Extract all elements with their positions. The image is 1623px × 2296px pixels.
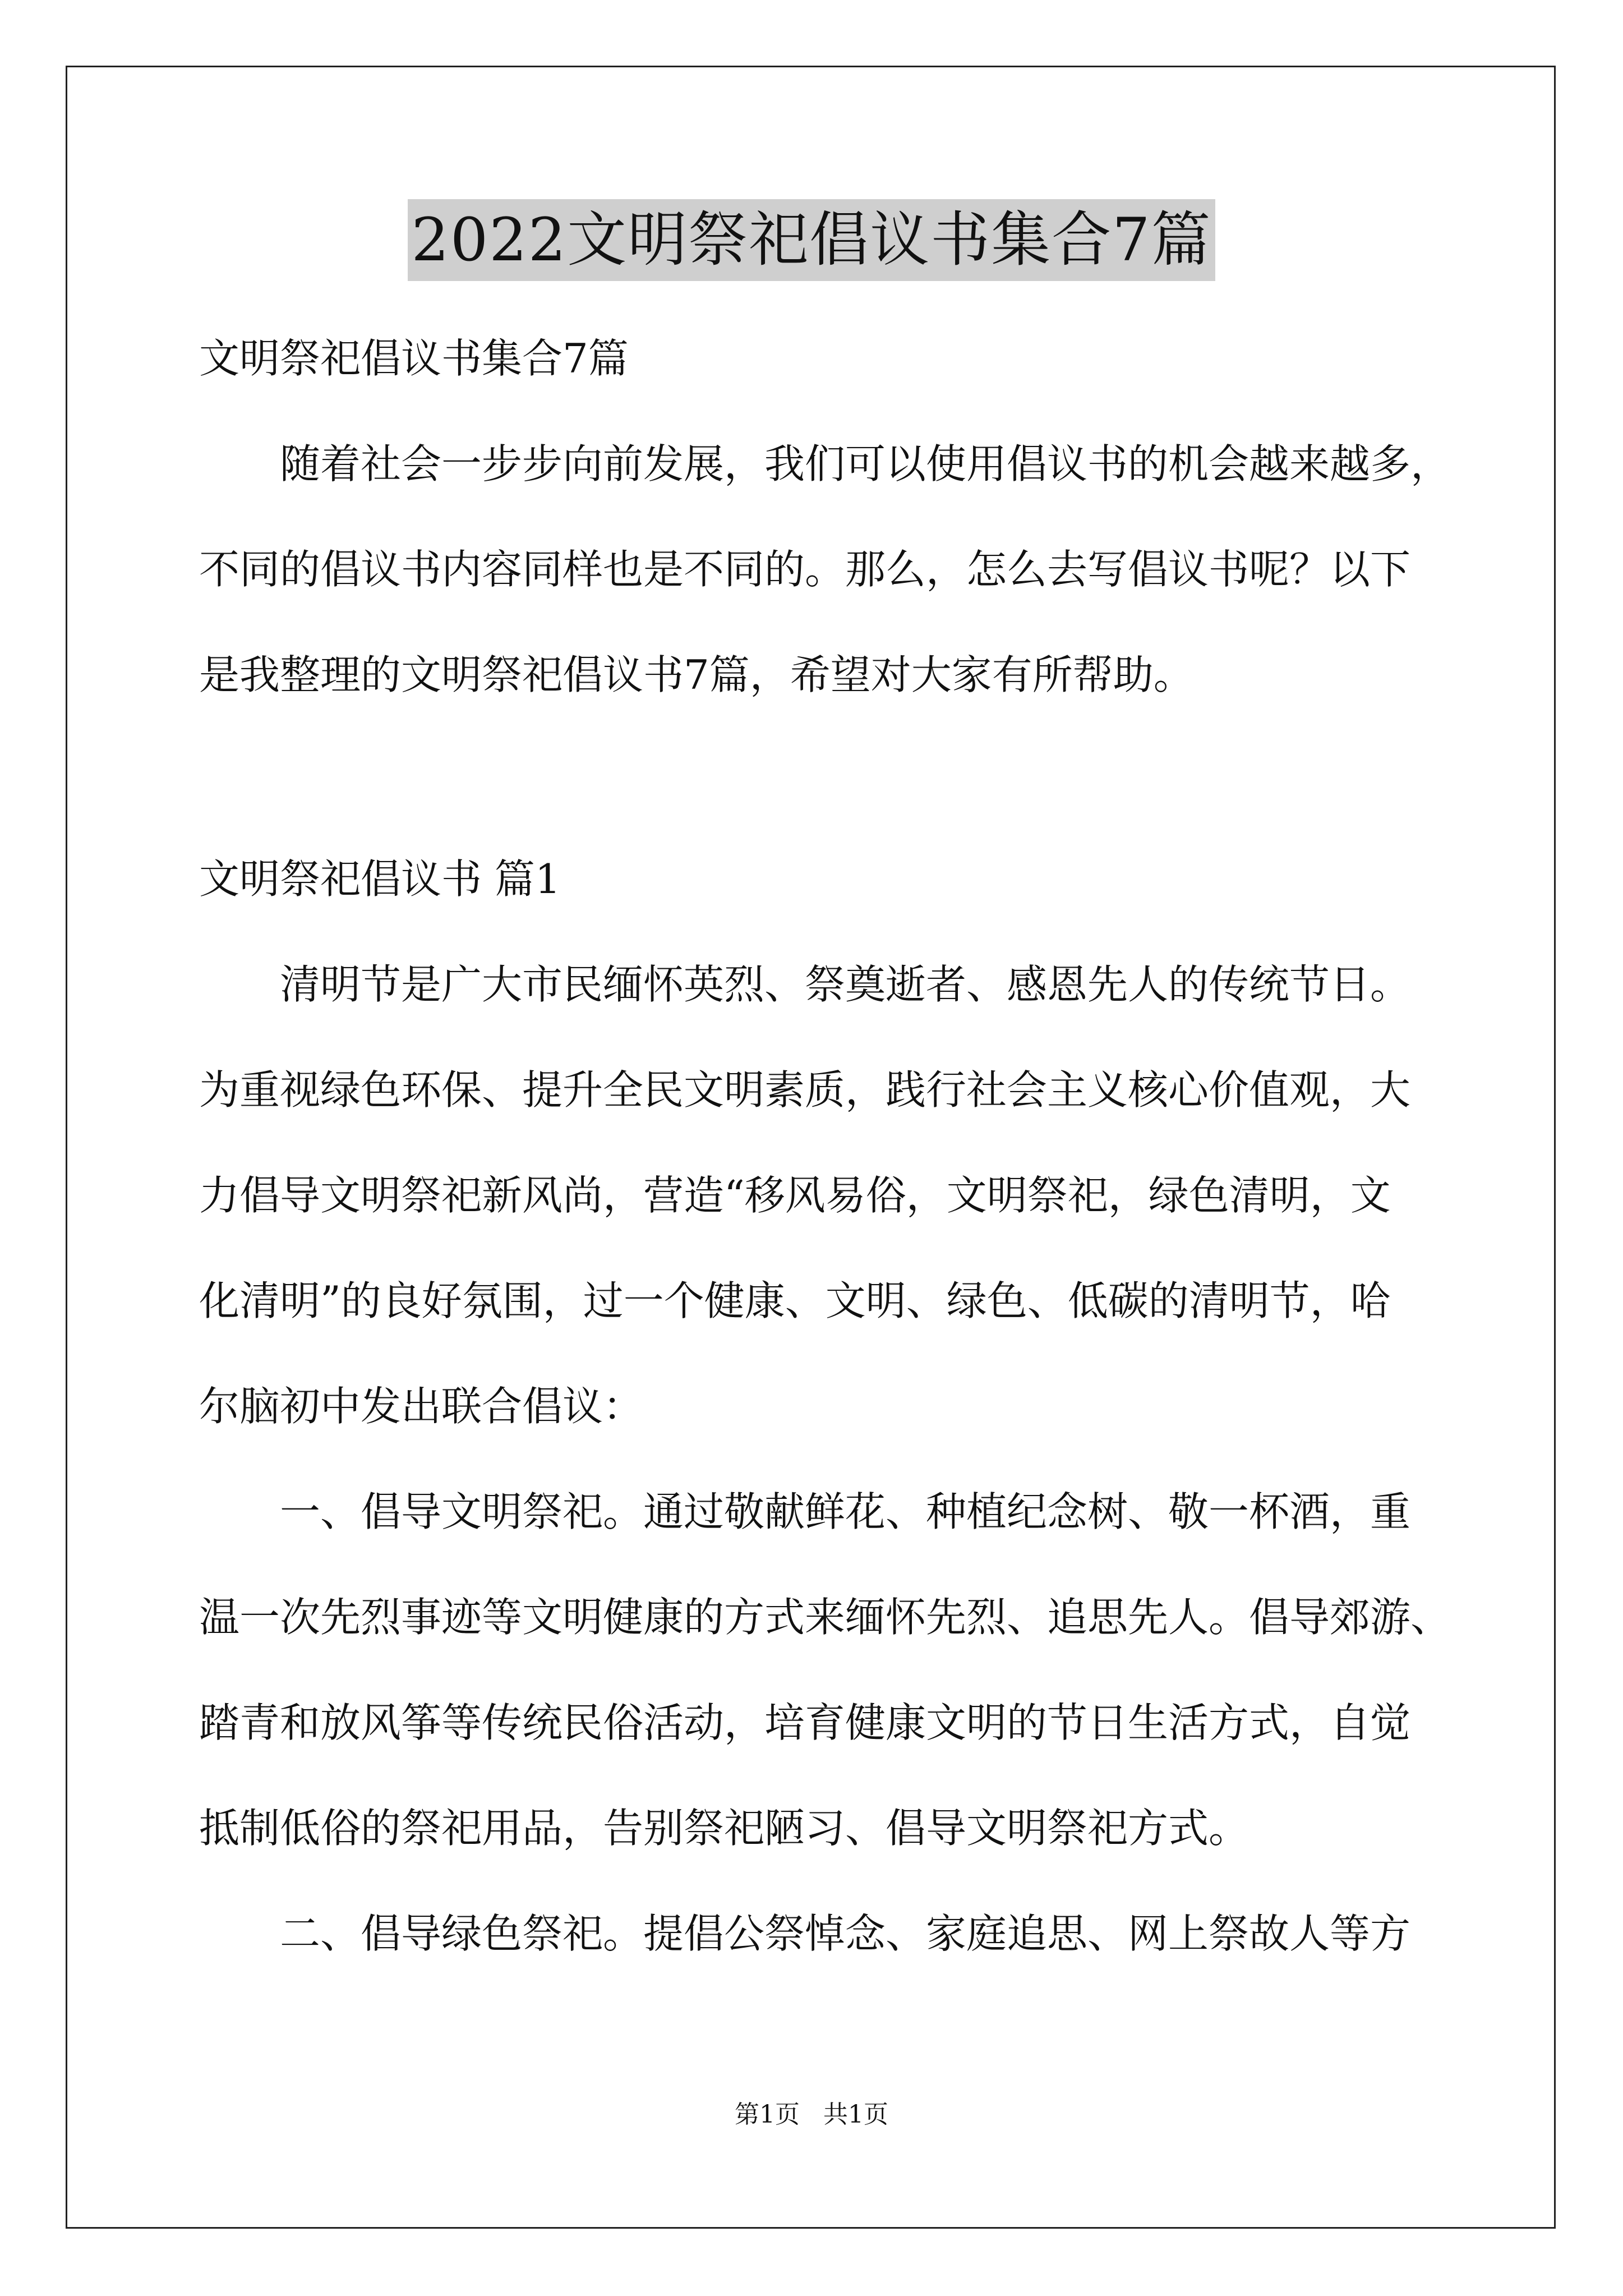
paragraph-line: 踏青和放风筝等传统民俗活动，培育健康文明的节日生活方式，自觉 — [199, 1699, 1411, 1746]
section-heading: 文明祭祀倡议书 篇1 — [199, 855, 561, 903]
intro-line: 是我整理的文明祭祀倡议书7篇，希望对大家有所帮助。 — [199, 651, 1194, 698]
paragraph-line: 力倡导文明祭祀新风尚，营造“移风易俗，文明祭祀，绿色清明，文 — [199, 1172, 1391, 1219]
paragraph-line: 为重视绿色环保、提升全民文明素质，践行社会主义核心价值观，大 — [199, 1066, 1411, 1114]
paragraph-line: 尔脑初中发出联合倡议： — [199, 1383, 644, 1430]
paragraph-line: 一、倡导文明祭祀。通过敬献鲜花、种植纪念树、敬一杯酒，重 — [280, 1488, 1411, 1535]
intro-line: 随着社会一步步向前发展，我们可以使用倡议书的机会越来越多， — [280, 440, 1451, 487]
paragraph-line: 温一次先烈事迹等文明健康的方式来缅怀先烈、追思先人。倡导郊游、 — [199, 1594, 1451, 1641]
paragraph-line: 化清明”的良好氛围，过一个健康、文明、绿色、低碳的清明节，哈 — [199, 1277, 1391, 1324]
page-footer: 第1页 共1页 — [735, 2100, 888, 2129]
paragraph-line: 二、倡导绿色祭祀。提倡公祭悼念、家庭追思、网上祭故人等方 — [280, 1910, 1411, 1957]
intro-line: 不同的倡议书内容同样也是不同的。那么，怎么去写倡议书呢？以下 — [199, 546, 1411, 593]
subtitle: 文明祭祀倡议书集合7篇 — [199, 335, 629, 382]
paragraph-line: 抵制低俗的祭祀用品，告别祭祀陋习、倡导文明祭祀方式。 — [199, 1805, 1249, 1852]
paragraph-line: 清明节是广大市民缅怀英烈、祭奠逝者、感恩先人的传统节日。 — [280, 961, 1411, 1008]
title-area — [0, 199, 1623, 281]
document-title: 2022文明祭祀倡议书集合7篇 — [408, 199, 1215, 281]
document-body — [199, 306, 1451, 1986]
